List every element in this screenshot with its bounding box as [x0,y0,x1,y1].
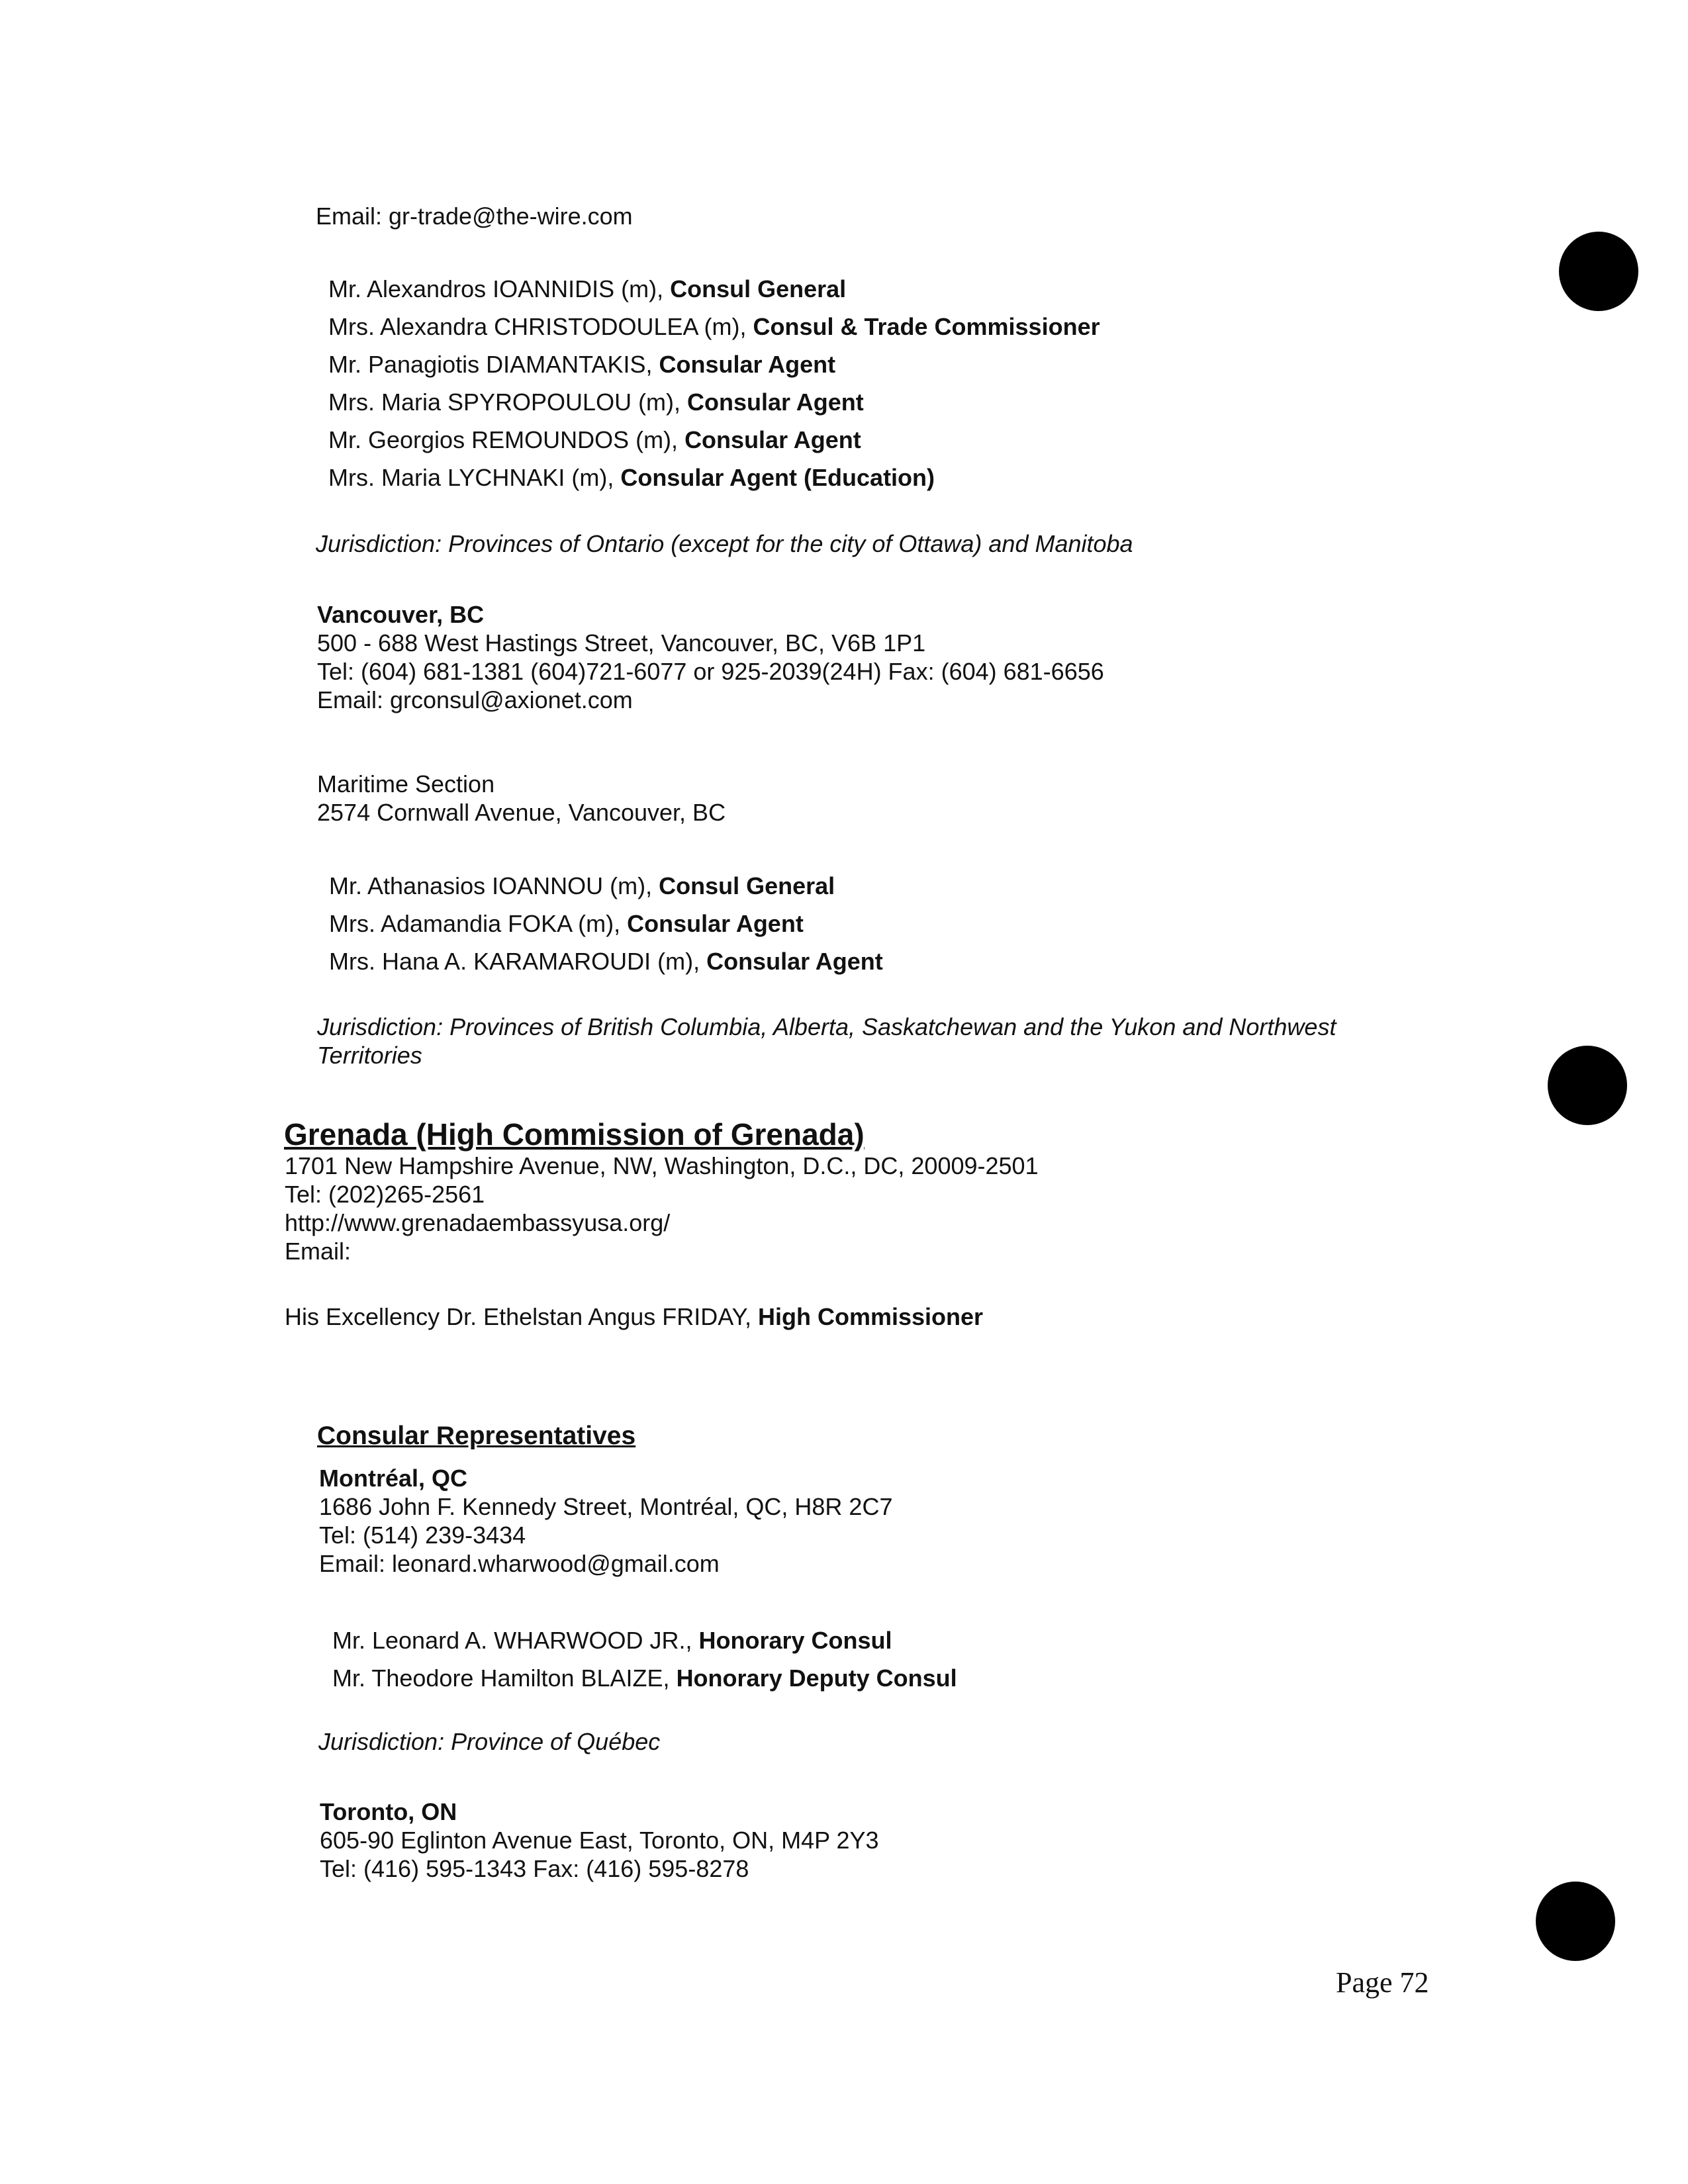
staff-entry: Mr. Leonard A. WHARWOOD JR., Honorary Consul [332,1627,892,1654]
staff-entry: Mrs. Hana A. KARAMAROUDI (m), Consular Agent [329,948,883,975]
section-label: Maritime Section [317,770,495,797]
email-line: Email: grconsul@axionet.com [317,686,633,713]
email-line: Email: gr-trade@the-wire.com [316,203,633,230]
jurisdiction-line: Jurisdiction: Provinces of British Columbia, Alberta, Saskatchewan and the Yukon and Northwest [317,1013,1336,1040]
staff-entry: Mr. Alexandros IOANNIDIS (m), Consul General [328,275,847,302]
staff-list [332,1621,957,1697]
website-line: http://www.grenadaembassyusa.org/ [285,1209,671,1236]
maritime-section-block [317,770,726,827]
phone-line: Tel: (202)265-2561 [285,1181,485,1208]
staff-entry: Mr. Theodore Hamilton BLAIZE, Honorary Deputy Consul [332,1664,957,1692]
staff-entry: Mr. Georgios REMOUNDOS (m), Consular Agent [328,426,861,453]
binder-hole-middle [1548,1046,1627,1125]
toronto-block [320,1797,879,1883]
address-line: 500 - 688 West Hastings Street, Vancouver, BC, V6B 1P1 [317,629,926,657]
city-heading: Montréal, QC [319,1465,468,1492]
binder-hole-top [1559,232,1638,311]
page-number: Page 72 [1336,1966,1429,1999]
jurisdiction-line: Jurisdiction: Province of Québec [318,1728,661,1755]
montreal-block [319,1464,892,1578]
staff-entry: Mrs. Alexandra CHRISTODOULEA (m), Consul & Trade Commissioner [328,313,1100,340]
address-line: 2574 Cornwall Avenue, Vancouver, BC [317,799,726,826]
country-heading: Grenada (High Commission of Grenada) [284,1117,865,1152]
staff-entry: Mrs. Maria LYCHNAKI (m), Consular Agent (Education) [328,464,935,491]
address-line: 605-90 Eglinton Avenue East, Toronto, ON, M4P 2Y3 [320,1827,879,1854]
email-line: Email: leonard.wharwood@gmail.com [319,1550,720,1577]
grenada-contact-block [285,1152,1039,1265]
phone-line: Tel: (604) 681-1381 (604)721-6077 or 925-2039(24H) Fax: (604) 681-6656 [317,658,1104,685]
staff-list [329,867,883,980]
vancouver-block [317,600,1104,714]
binder-hole-bottom [1536,1882,1615,1961]
staff-entry: Mrs. Maria SPYROPOULOU (m), Consular Agent [328,388,864,416]
city-heading: Toronto, ON [320,1798,457,1825]
staff-list [328,270,1100,496]
head-of-mission: His Excellency Dr. Ethelstan Angus FRIDAY, High Commissioner [285,1303,984,1330]
city-heading: Vancouver, BC [317,601,485,628]
jurisdiction-block [317,1013,1336,1069]
email-line: Email: [285,1238,352,1265]
jurisdiction-line: Territories [317,1042,422,1069]
staff-entry: Mr. Athanasios IOANNOU (m), Consul General [329,872,835,899]
phone-line: Tel: (416) 595-1343 Fax: (416) 595-8278 [320,1855,749,1882]
staff-entry: Mrs. Adamandia FOKA (m), Consular Agent [329,910,804,937]
jurisdiction-line: Jurisdiction: Provinces of Ontario (except for the city of Ottawa) and Manitoba [316,530,1133,557]
phone-line: Tel: (514) 239-3434 [319,1522,526,1549]
staff-entry: Mr. Panagiotis DIAMANTAKIS, Consular Agent [328,351,836,378]
address-line: 1686 John F. Kennedy Street, Montréal, QC, H8R 2C7 [319,1493,893,1520]
consular-heading: Consular Representatives [317,1422,636,1450]
address-line: 1701 New Hampshire Avenue, NW, Washington, D.C., DC, 20009-2501 [285,1152,1039,1179]
